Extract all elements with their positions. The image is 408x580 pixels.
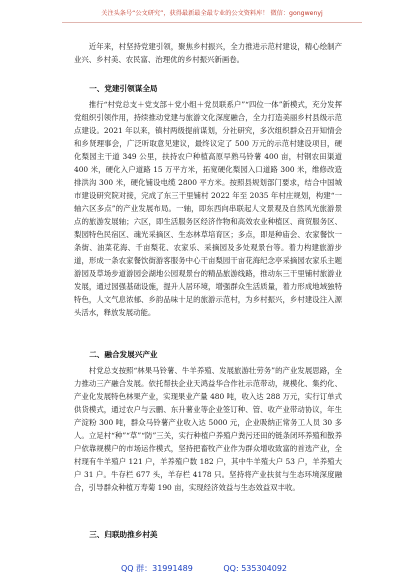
footer-qq-group: QQ 群：31991489 (120, 564, 193, 573)
footer-contact (0, 562, 408, 576)
intro-paragraph: 近年来，村坚持党建引领，聚焦乡村振兴，全力推进示范村建设，精心绘制产业兴、乡村美、农民富、治理优的乡村振兴新画卷。 (74, 42, 342, 64)
section-heading-1: 一、党建引领谋全局 (89, 84, 158, 93)
header-banner: 关注头条号“公文研究”，获得最新最全最专业的公文资料库！ 微信：gongwenyj (101, 10, 323, 17)
section-heading-2: 二、融合发展兴产业 (89, 350, 158, 359)
footer-qq-number: QQ: 535304092 (223, 564, 288, 573)
header-divider (62, 22, 362, 23)
section-heading-3: 三、归联助推乡村美 (89, 530, 158, 539)
section-paragraph-2: 村党总支按照“林果马铃薯、牛羊养殖、发展旅游壮劳务”的产业发展思路，全力推动三产融合发展。依托帮扶企业天鸿益华合作社示范带动，规模化、集约化、产业化发展特色林果产业，实现果业产量 480 吨，收入达 288 万元，实行订单式供货模式，通过农户与云鹏、东升薯业等企业签订种、管、收产业带动协议，年生产淀粉 300 吨，群众马铃薯产业收入达 5000 元，企业吸纳正常务工人员 30 多人。立足村“种”“草”“防”三关，实行种植户养殖户粪污还田的链条闭环养殖和散养户依靠规模户的市场运作模式，坚持把畜牧产业作为群众增收致富的首选产业，全村现有牛羊殖户 121 户，羊养殖户数 182 户，其中牛羊殖大户 53 户，羊养殖大户 31 户。牛存栏 677 头，羊存栏 4178 只。坚持将产业扶贫与生态环境深度融合，引导群众种植万寿菊 190 亩，实现经济效益与生态效益双丰收。 (74, 366, 342, 492)
section-paragraph-1: 推行“村党总支＋党支部＋党小组＋党员联系户”“四位一体”新模式，充分发挥党组织引领作用，持续推动党建与旅游文化深度融合，全力打造美丽乡村县级示范点建设。2021 年以来，镇村两级提前谋划，分社研究，多次组织群众召开知情会和乡贤理事会，广泛听取意见建议，最终议定了 500 万元的示范村建设项目，硬化梨园主干道 349 公里，扶持农户种植高原早熟马铃薯 400 亩，村钢农田渠道 400 米，硬化入户道路 15 万平方米，拓宽硬化梨园入口道路 300 米，维修改造排洪沟 300 米，硬化铺设电缆 2800 平方米。按照县规划部门要求，结合中国城市建设研究院对接，完成了东三干里铺村 2022 年至 2035 年村庄规划，构建“一轴六区多点”的产业发展布局。一轴，即东西向串联起人文景观及自然风光旅游景点的旅游发展轴；六区，即生活服务区经济作物和高效农业种植区、商贸服务区、梨园特色民宿区、魂光采摘区、生态林草培育区；多点，即是种庙会、农家餐饮一条街、油菜花海、千亩梨花、农家乐、采摘园及多处观景台等。着力构建旅游步道，形成一条农家餐饮街游客服务中心干亩梨园干亩花海纪念亭采摘园农家乐主题游园及草场步道游园会湖地公园观景台的精品旅游线路，推动东三干里铺村旅游业发展，通过园强基础设施，提升人居环境，增强群众生活质量，着力形成地域独特特色，人文气息浓郁、乡韵品味十足的旅游示范村，为乡村振兴，乡村建设注入源头活水，释放发展动能。 (74, 100, 342, 317)
